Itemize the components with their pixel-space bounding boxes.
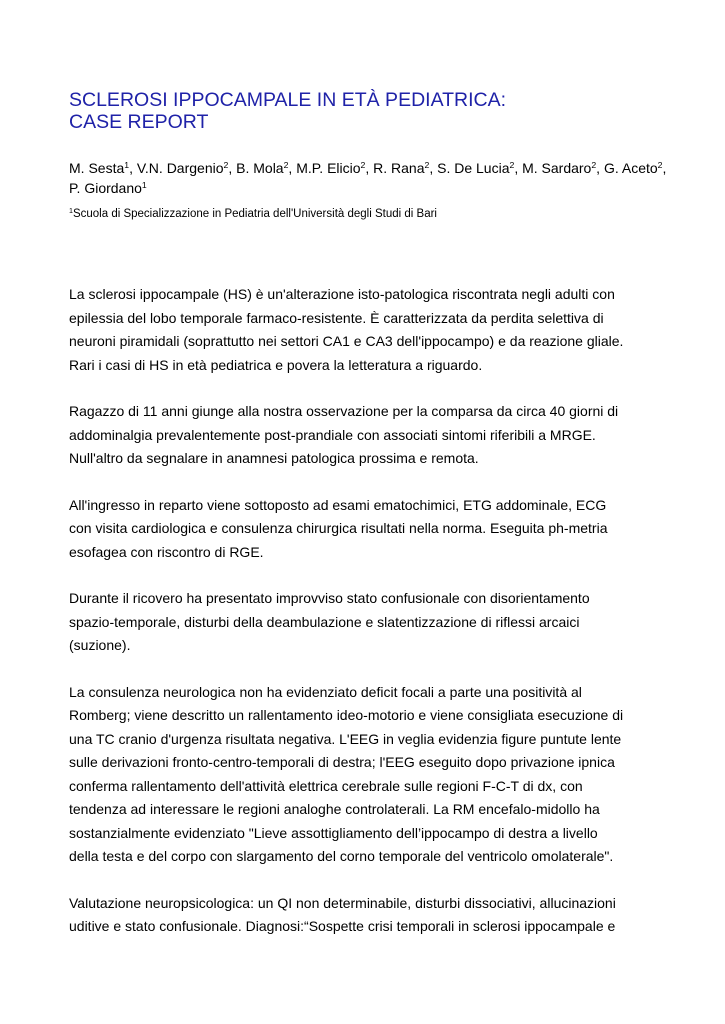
author: G. Aceto$^2$, [603, 160, 667, 176]
title-line: CASE REPORT [69, 111, 209, 133]
author-list [69, 158, 669, 198]
document-title [69, 89, 689, 133]
affiliation: $^1$Scuola di Specializzazione in Pediatria dell'Università degli Studi di Bari [69, 207, 437, 220]
author: M. Sesta$^1$, [69, 160, 137, 176]
author: M. Sardaro$^2$, [522, 160, 604, 176]
author: B. Mola$^2$, [236, 160, 297, 176]
title-line: SCLEROSI IPPOCAMPALE IN ETÀ PEDIATRICA: [69, 89, 507, 111]
paragraph: Valutazione neuropsicologica: un QI non determinabile, disturbi dissociativi, allucinazioni uditive e stato confusionale. Diagnosi:“Sospette crisi temporali in sclerosi ippocampale e [69, 894, 616, 934]
paragraph: La sclerosi ippocampale (HS) è un'alterazione isto-patologica riscontrata negli adulti con epilessia del lobo temporale farmaco-resistente. È caratterizzata da perdita selettiva di neuroni piramidali (soprattutto nei settori CA1 e CA3 dell'ippocampo) e da reazione gliale. Rari i casi di HS in età pediatrica e povera la letteratura a riguardo. [69, 286, 624, 373]
body-text [69, 283, 659, 962]
author: P. Giordano$^1$ [69, 180, 147, 196]
paragraph: All'ingresso in reparto viene sottoposto ad esami ematochimici, ETG addominale, ECG con visita cardiologica e consulenza chirurgica risultati nella norma. Eseguita ph-metria esofagea con riscontro di RGE. [69, 496, 608, 560]
author: V.N. Dargenio$^2$, [136, 160, 237, 176]
paragraph: Durante il ricovero ha presentato improvviso stato confusionale con disorientamento spazio-temporale, disturbi della deambulazione e slatentizzazione di riflessi arcaici (suzione). [69, 590, 590, 653]
paragraph: La consulenza neurologica non ha evidenziato deficit focali a parte una positività al Romberg; viene descritto un rallentamento ideo-motorio e viene consigliata esecuzione di una TC cranio d'urgenza risultata negativa. L'EEG in veglia evidenzia figure puntute lente sulle derivazioni fronto-centro-temporali di destra; l'EEG eseguito dopo privazione ipnica conferma rallentamento dell'attività elettrica cerebrale sulle regioni F-C-T di dx, con tendenza ad interessare le regioni analoghe controlaterali. La RM encefalo-midollo ha sostanzialmente evidenziato "Lieve assottigliamento dell’ippocampo di destra a livello della testa e del corpo con slargamento del corno temporale del ventricolo omolaterale". [69, 683, 624, 864]
author: S. De Lucia$^2$, [437, 160, 523, 176]
author: R. Rana$^2$, [373, 160, 438, 176]
paragraph: Ragazzo di 11 anni giunge alla nostra osservazione per la comparsa da circa 40 giorni di addominalgia prevalentemente post-prandiale con associati sintomi riferibili a MRGE. Null'altro da segnalare in anamnesi patologica prossima e remota. [69, 403, 619, 466]
author: M.P. Elicio$^2$, [296, 160, 374, 176]
